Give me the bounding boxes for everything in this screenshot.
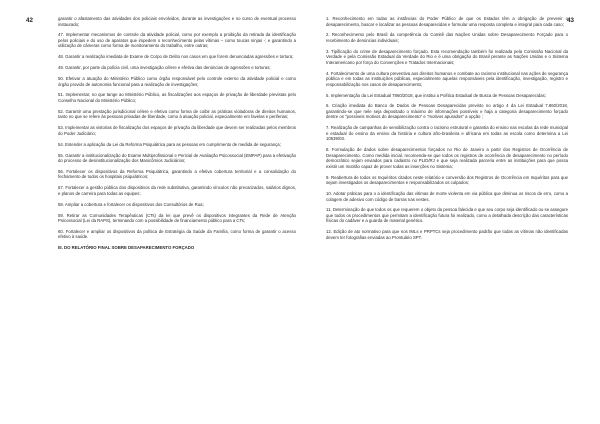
right-page — [300, 0, 600, 424]
paragraph: 56. Fortalecer os dispositivos da Reforma Psiquiátrica, garantindo a efetiva cobertura territorial e a consolidação do fechamento de todos os hospitais psiquiátricos; — [58, 168, 296, 180]
paragraph: 5. Implementação da Lei Estadual 7860/2018, que institui a Política Estadual de Busca de Pessoas Desaparecidas; — [326, 92, 546, 98]
page-number-right: 43 — [567, 17, 574, 24]
paragraph: 12. Edição de ato normativo para que nos IMLs e PRPTCs seja procedimento padrão que todas as vítimas não identificadas devem ter fotografias enviadas ao Prontuário SPT. — [326, 229, 568, 240]
paragraph: 7. Realização de campanhas de sensibilização contra o racismo estrutural e garantia do ensino nas escolas da rede municipal e estadual do ensino da ensino da história e cultura afro-brasileira e africana em todas as escola como determina a Lei 10639/03. — [326, 125, 568, 142]
paragraph: 11. Determinação de que todos os que requerem o objeto da pessoa falecida e que seu corpo seja identificado ou se assegure que todos os procedimentos que permitam a identificação futura foi realizado, como a detalhada descrição das características físicas do cadáver e a guarda de material genético. — [326, 207, 568, 224]
page-number-left: 42 — [26, 17, 33, 24]
paragraph: 8. Formulação de dados sobre desaparecimentos forçados no Rio de Janeiro a partir dos Registros de Ocorrência de Desaparecimento. Como medida inicial, recomenda-se que todos os registros de ocorrência de desaparecimento no período democrático sejam enviados para cadastro no PLID/RJ e que seja realizada parceria entre as instituições para que possa existir um mutirão capaz de prover todas as inserções no Sistema; — [326, 147, 568, 169]
paragraph: 4. Fortalecimento de uma cultura preventiva aos direitos humanos e combate ao racismo institucional nas ações de segurança pública e em todas as instituições públicas, especialmente aquelas responsáveis pela identificação, investigação, registro e responsabilização nos casos de desaparecimento; — [326, 70, 568, 87]
paragraph: 3. Tipificação do crime de desaparecimento forçado. Esta recomendação também foi realizada pela Comissão Nacional da Verdade e pela Comissão Estadual da Verdade do Rio e é uma obrigação do Brasil perante as Nações Unidas e o Sistema Interamericano por força do Convenções e Tratados Internacionais; — [326, 48, 568, 65]
paragraph: 51. Implementar, no que tange ao Ministério Público, as fiscalizações aos espaços de privação de liberdade previstas pelo Conselho Nacional do Ministério Público; — [58, 92, 296, 103]
paragraph: 1. Reconhecimento em todas as instâncias do Poder Público de que os Estados têm a obrigação de prevenir o desaparecimento, buscar e localizar as pessoas desaparecidas e formular uma resposta completa e integral para cada caso; — [326, 16, 568, 27]
paragraph: 50. Efetivar a atuação do Ministério Público como órgão responsável pelo controle externo da atividade policial e como órgão provido de autonomia funcional para a realização de investigações; — [58, 76, 296, 87]
paragraph: 49. Garantir, por parte da polícia civil, uma investigação célere e efetiva das denúncias de agressões e torturas; — [58, 65, 271, 71]
paragraph: 60. Fortalecer e ampliar os dispositivos da política de Estratégia da Saúde da Família, como forma de garantir o acesso efetivo à saúde. — [58, 228, 296, 240]
paragraph: 57. Fortalecer a gestão pública dos dispositivos da rede substitutiva, garantindo vínculos não precarizados, salários dignos, e planos de carreira para todas as equipes; — [58, 185, 296, 196]
paragraph: 58. Ampliar a cobertura e fortalecer os dispositivos dos Consultórios de Rua; — [58, 201, 204, 207]
paragraph: 2. Reconhecimento pelo Brasil da competência do Comitê das Nações Unidas sobre Desaparecimento Forçado para o recebimento de denúncias individuais; — [326, 32, 568, 43]
section-heading: III. DO RELATÓRIO FINAL SOBRE DESAPARECIMENTO FORÇADO — [58, 245, 195, 251]
left-text-column — [58, 16, 296, 256]
paragraph: 59. Retirar as Comunidades Terapêuticas (CTs) da lei que prevê os dispositivos integrantes da Rede de Atenção Psicossocial (Lei da RAPS), terminando com a possibilidade de financiamento público para a CTs; — [58, 212, 296, 224]
paragraph: 54. Estender a aplicação da Lei da Reforma Psiquiátrica para as pessoas em cumprimento de medida de segurança; — [58, 141, 281, 147]
right-text-column — [326, 16, 568, 246]
paragraph: 9. Reabertura de todos os Inquéritos citados neste relatório e conversão dos Registros de Ocorrência em Inquéritos para que sejam investigados os desaparecimentos e responsabilizados os culpados; — [326, 174, 568, 186]
paragraph: garantir o afastamento das atividades dos policiais envolvidos, durante as investigações e no curso de eventual processo instaurado; — [58, 16, 296, 27]
paragraph: 47. Implementar mecanismos de controle da atividade policial, como por exemplo a proibição da retirada da identificação pelos policiais e do uso de aparatos que impedem o reconhecimento pelas vítimas – como toucas ninjas -; e garantindo a utilização de câmeras como forma de monitoramento do trabalho, entre outras; — [58, 32, 296, 49]
paragraph: 10. Adotar práticas para o a identificação das vítimas de morte violenta em via pública que diminua os riscos de erro, como a colagem de adesivo com código de barras nas vestes. — [326, 191, 568, 202]
paragraph: 6. Criação imediata do Banco de Dados de Pessoas Desaparecidas previsto no artigo 4 da Lei Estadual 7.860/2018, garantindo-se que nele seja depositado o máximo de informações possíveis e haja a categoria desaparecimento forçado dentre os "possíveis motivos do desaparecimento" e "motivos apurados" a opção ; — [326, 103, 568, 120]
paragraph: 55. Garantir a institucionalização do Exame Multiprofissional e Pericial de Avaliação Psicossocial (EMPAP) para a efetivação do processo de desinstitucionalização dos Manicômios Judiciários; — [58, 152, 296, 164]
paragraph: 52. Garantir uma prestação jurisdicional célere e efetiva como forma de coibir as práticas violadoras de direitos humanos, tanto no que se refere às pessoas privadas de liberdade, como à atuação policial, especialmente em favelas e periferias; — [58, 108, 296, 120]
paragraph: 48. Garantir a realização imediata de Exame de Corpo de Delito nos casos em que forem denunciadas agressões e tortura; — [58, 54, 294, 60]
paragraph: 53. Implementar as vistorias de fiscalização dos espaços de privação da liberdade que devem ser realizadas pelos membros do Poder Judiciário; — [58, 125, 296, 136]
